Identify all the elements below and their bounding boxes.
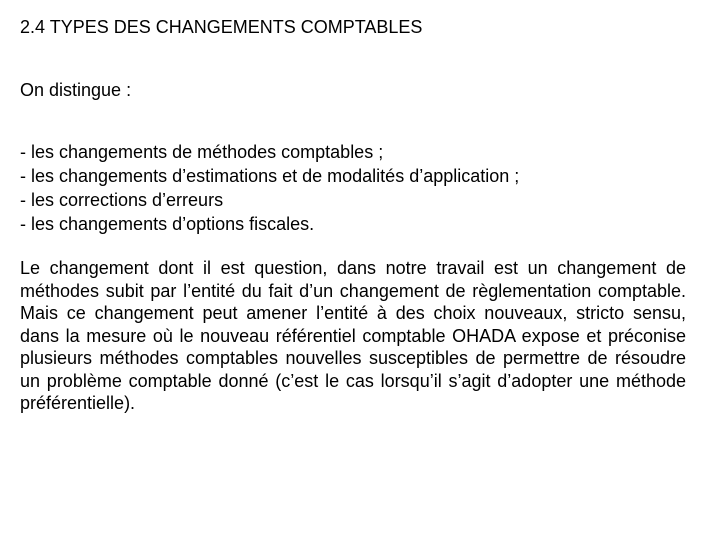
- list-item: - les changements d’options fiscales.: [20, 214, 315, 234]
- intro-text: On distingue :: [20, 80, 132, 100]
- body-paragraph: Le changement dont il est question, dans notre travail est un changement de méthodes subit par l’entité du fait d’un changement de règlementation comptable. Mais ce changement peut amener l’entité à des choix nouveaux, stricto sensu, dans la mesure où le nouveau référentiel comptable OHADA expose et préconise plusieurs méthodes comptables nouvelles susceptibles de permettre de résoudre un problème comptable donné (c’est le cas lorsqu’il s’agit d’adopter une méthode préférentielle).: [20, 258, 686, 413]
- list-item: - les changements de méthodes comptables ;: [20, 142, 384, 162]
- slide-title: 2.4 TYPES DES CHANGEMENTS COMPTABLES: [20, 17, 423, 37]
- list-item: - les corrections d’erreurs: [20, 190, 224, 210]
- change-types-list: [20, 140, 519, 236]
- list-item: - les changements d’estimations et de modalités d’application ;: [20, 166, 520, 186]
